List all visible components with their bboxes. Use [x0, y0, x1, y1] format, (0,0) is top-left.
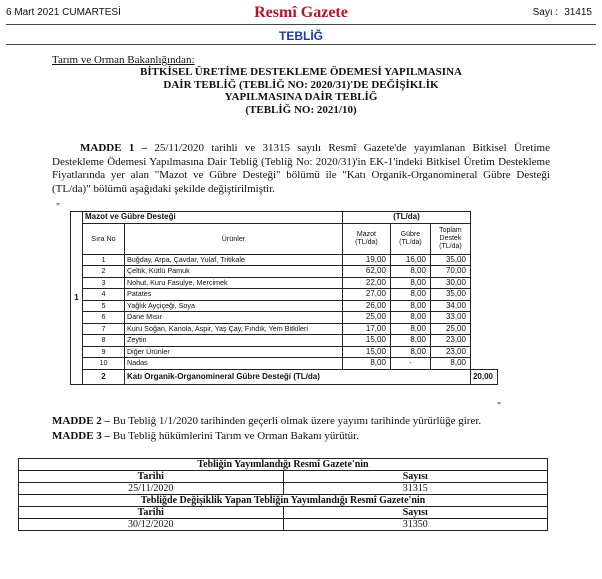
row-no: 3 [82, 277, 124, 289]
row-no: 1 [82, 254, 124, 266]
row-fertilizer: 8,00 [390, 312, 430, 324]
quote-open-mark: " [56, 202, 61, 213]
amendment-title: Tebliğde Değişiklik Yapan Tebliğin Yayımlandığı Resmî Gazete'nin [19, 495, 548, 507]
row-total: 35,00 [430, 289, 470, 301]
row-fertilizer: 8,00 [390, 289, 430, 301]
amendment-number: 31350 [283, 519, 547, 531]
row-fertilizer: - [390, 358, 430, 370]
gazette-title: Resmî Gazete [254, 4, 348, 21]
row-no: 8 [82, 335, 124, 347]
row-fuel: 8,00 [342, 358, 390, 370]
table-row-organic [71, 369, 498, 384]
article-2 [52, 415, 550, 429]
row-fuel: 19,00 [342, 254, 390, 266]
table-row [71, 346, 498, 358]
row-no: 5 [82, 300, 124, 312]
header-rule-bottom [6, 44, 596, 45]
communique-title [52, 66, 550, 116]
issue-label: Sayı : [532, 7, 559, 18]
table-row [71, 277, 498, 289]
organic-support-label: Katı Organik-Organomineral Gübre Desteği (TL/da) [124, 369, 470, 384]
col-header-product: Ürünler [124, 223, 342, 254]
document-type: TEBLİĞ [279, 29, 323, 43]
title-line: (TEBLİĞ NO: 2021/10) [245, 103, 357, 116]
gazette-header [6, 4, 596, 24]
row-fertilizer: 8,00 [390, 323, 430, 335]
publication-title: Tebliğin Yayımlandığı Resmî Gazete'nin [19, 459, 548, 471]
number-header: Sayısı [283, 507, 547, 519]
group-number-1: 1 [71, 212, 83, 385]
row-total: 25,00 [430, 323, 470, 335]
header-date: 6 Mart 2021 CUMARTESİ [6, 7, 121, 18]
quote-close-mark: " [497, 401, 502, 412]
row-product: Yağlık Ayçiçeği, Soya [124, 300, 342, 312]
table-row [71, 335, 498, 347]
row-no: 10 [82, 358, 124, 370]
row-total: 23,00 [430, 335, 470, 347]
date-header: Tarihi [19, 471, 284, 483]
article-1-label: MADDE 1 – [80, 142, 148, 154]
row-total: 23,00 [430, 346, 470, 358]
row-fertilizer: 8,00 [390, 277, 430, 289]
article-1-text: 25/11/2020 tarihli ve 31315 sayılı Resmî Gazete'de yayımlanan Bitkisel Üretime Destekleme Ödemesi Yapılmasına Dair Tebliğ (Tebliğ No: 2020/31)'in EK-1'indeki Bitkisel Üretim Destekleme Fiyatlarında yer alan "Mazot ve Gübre Desteği" bölümü ile "Katı Organik-Organomineral Gübre Desteği (TL/da)" bölümü aşağıdaki şekilde değiştirilmiştir. [52, 142, 550, 195]
col-header-fuel: Mazot (TL/da) [342, 223, 390, 254]
section-unit: (TL/da) [342, 212, 470, 224]
title-line: YAPILMASINA DAİR TEBLİĞ [224, 91, 378, 104]
number-header: Sayısı [283, 471, 547, 483]
row-fuel: 26,00 [342, 300, 390, 312]
row-fuel: 62,00 [342, 266, 390, 278]
col-header-fertilizer: Gübre (TL/da) [390, 223, 430, 254]
row-total: 34,00 [430, 300, 470, 312]
row-fuel: 22,00 [342, 277, 390, 289]
row-fertilizer: 8,00 [390, 266, 430, 278]
table-row [71, 254, 498, 266]
row-total: 33,00 [430, 312, 470, 324]
table-row [71, 323, 498, 335]
row-product: Kuru Soğan, Kanola, Aspir, Yaş Çay, Fındık, Yem Bitkileri [124, 323, 342, 335]
publication-date: 25/11/2020 [19, 483, 284, 495]
group-number-2: 2 [82, 369, 124, 384]
row-product: Nadas [124, 358, 342, 370]
row-no: 6 [82, 312, 124, 324]
row-fuel: 17,00 [342, 323, 390, 335]
issue-number [527, 7, 592, 18]
row-product: Diğer Ürünler [124, 346, 342, 358]
support-table [70, 211, 498, 385]
row-no: 7 [82, 323, 124, 335]
row-product: Patates [124, 289, 342, 301]
article-3-text: Bu Tebliğ hükümlerini Tarım ve Orman Bakanı yürütür. [112, 430, 359, 442]
publication-table [18, 458, 548, 531]
row-fertilizer: 16,00 [390, 254, 430, 266]
title-line: DAİR TEBLİĞ (TEBLİĞ NO: 2020/31)'DE DEĞİŞİKLİK [163, 78, 439, 91]
article-2-text: Bu Tebliğ 1/1/2020 tarihinden geçerli olmak üzere yayımı tarihinde yürürlüğe girer. [112, 415, 482, 427]
row-no: 2 [82, 266, 124, 278]
row-fuel: 25,00 [342, 312, 390, 324]
issue-value: 31415 [564, 7, 592, 18]
row-product: Nohut, Kuru Fasulye, Mercimek [124, 277, 342, 289]
section-title: Mazot ve Gübre Desteği [82, 212, 342, 224]
publication-number: 31315 [283, 483, 547, 495]
table-row [71, 312, 498, 324]
row-fertilizer: 8,00 [390, 335, 430, 347]
row-total: 35,00 [430, 254, 470, 266]
row-fuel: 15,00 [342, 346, 390, 358]
table-row [71, 358, 498, 370]
title-line: BİTKİSEL ÜRETİME DESTEKLEME ÖDEMESİ YAPILMASINA [140, 66, 462, 78]
article-3 [52, 430, 550, 444]
row-no: 4 [82, 289, 124, 301]
ministry-name: Tarım ve Orman Bakanlığından: [52, 54, 195, 66]
table-row [71, 266, 498, 278]
row-product: Dane Mısır [124, 312, 342, 324]
header-rule-top [6, 24, 596, 25]
amendment-date: 30/12/2020 [19, 519, 284, 531]
row-fuel: 15,00 [342, 335, 390, 347]
row-total: 30,00 [430, 277, 470, 289]
row-product: Buğday, Arpa, Çavdar, Yulaf, Tritikale [124, 254, 342, 266]
row-product: Zeytin [124, 335, 342, 347]
date-header: Tarihi [19, 507, 284, 519]
organic-support-value: 20,00 [470, 369, 497, 384]
row-product: Çeltik, Kütlü Pamuk [124, 266, 342, 278]
row-fuel: 27,00 [342, 289, 390, 301]
row-fertilizer: 8,00 [390, 300, 430, 312]
row-total: 8,00 [430, 358, 470, 370]
table-row [71, 300, 498, 312]
row-no: 9 [82, 346, 124, 358]
row-total: 70,00 [430, 266, 470, 278]
article-3-label: MADDE 3 – [52, 430, 111, 442]
col-header-total: Toplam Destek (TL/da) [430, 223, 470, 254]
article-2-label: MADDE 2 – [52, 415, 111, 427]
article-1 [52, 142, 550, 196]
table-row [71, 289, 498, 301]
col-header-no: Sıra No [82, 223, 124, 254]
row-fertilizer: 8,00 [390, 346, 430, 358]
